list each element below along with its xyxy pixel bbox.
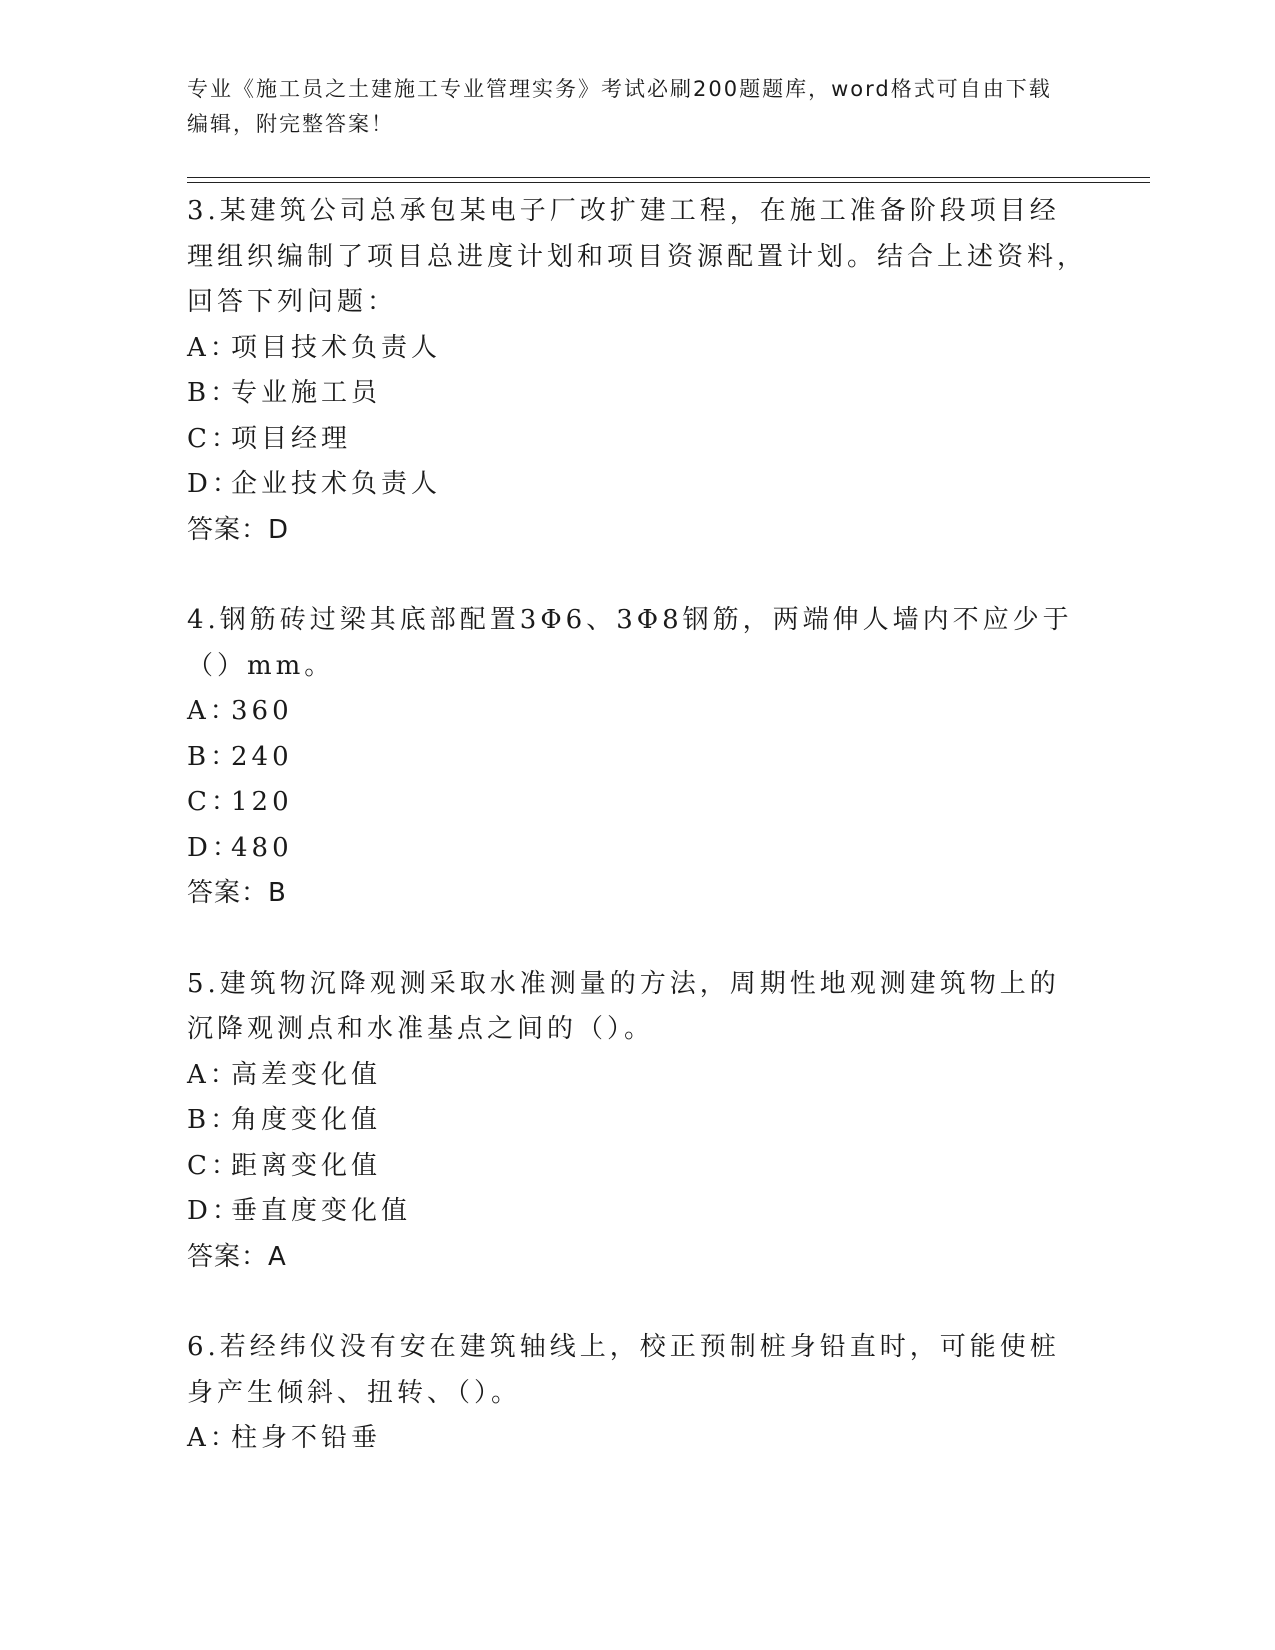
option-text: 垂直度变化值 [231,1196,412,1226]
option-key: B： [187,1105,241,1135]
question-stem: 6.若经纬仪没有安在建筑轴线上，校正预制桩身铅直时，可能使桩身产生倾斜、扭转、（）。 [187,1332,1060,1408]
question-6 [187,1325,1087,1462]
option-b [187,1098,1087,1144]
question-5 [187,962,1087,1281]
header-divider-bottom [187,182,1150,183]
option-text: 柱身不铅垂 [231,1423,382,1453]
option-text: 项目经理 [231,423,352,454]
option-d [187,826,1087,872]
option-c [187,780,1087,826]
option-key: A： [187,1059,240,1090]
option-text: 120 [231,787,293,817]
answer-line: 答案：A [187,1241,287,1272]
answer-line: 答案：D [187,514,290,545]
option-a [187,1416,1087,1462]
option-text: 企业技术负责人 [231,469,442,499]
option-key: B： [187,378,241,408]
option-text: 高差变化值 [231,1059,382,1090]
question-stem: 5.建筑物沉降观测采取水准测量的方法，周期性地观测建筑物上的沉降观测点和水准基点之间的（）。 [187,968,1060,1044]
option-text: 480 [231,832,293,863]
option-text: 专业施工员 [231,378,382,408]
option-key: C： [187,423,241,454]
option-a [187,689,1087,735]
option-key: D： [187,469,242,499]
header-divider-top [187,177,1150,178]
option-b [187,371,1087,417]
question-4 [187,598,1087,917]
option-key: C： [187,1150,241,1181]
option-key: D： [187,832,242,863]
option-d [187,1189,1087,1235]
option-key: C： [187,787,241,817]
option-key: D： [187,1196,242,1226]
option-text: 距离变化值 [231,1150,382,1181]
option-key: A： [187,1423,240,1453]
question-3 [187,189,1087,553]
option-text: 360 [231,696,293,726]
option-c [187,417,1087,463]
option-key: A： [187,696,240,726]
option-key: B： [187,741,241,772]
option-text: 项目技术负责人 [231,332,442,363]
option-d [187,462,1087,508]
option-a [187,1053,1087,1099]
option-key: A： [187,332,240,363]
option-text: 角度变化值 [231,1105,382,1135]
option-b [187,735,1087,781]
question-stem: 3.某建筑公司总承包某电子厂改扩建工程，在施工准备阶段项目经理组织编制了项目总进度计划和项目资源配置计划。结合上述资料，回答下列问题： [187,196,1088,317]
question-list [187,189,1087,1507]
answer-line: 答案：B [187,878,287,908]
option-c [187,1144,1087,1190]
option-text: 240 [231,741,293,772]
question-stem: 4.钢筋砖过梁其底部配置3Φ6、3Φ8钢筋，两端伸人墙内不应少于（）mm。 [187,605,1073,681]
document-header: 专业《施工员之土建施工专业管理实务》考试必刷200题题库，word格式可自由下载编辑，附完整答案！ [187,77,1052,136]
option-a [187,326,1087,372]
